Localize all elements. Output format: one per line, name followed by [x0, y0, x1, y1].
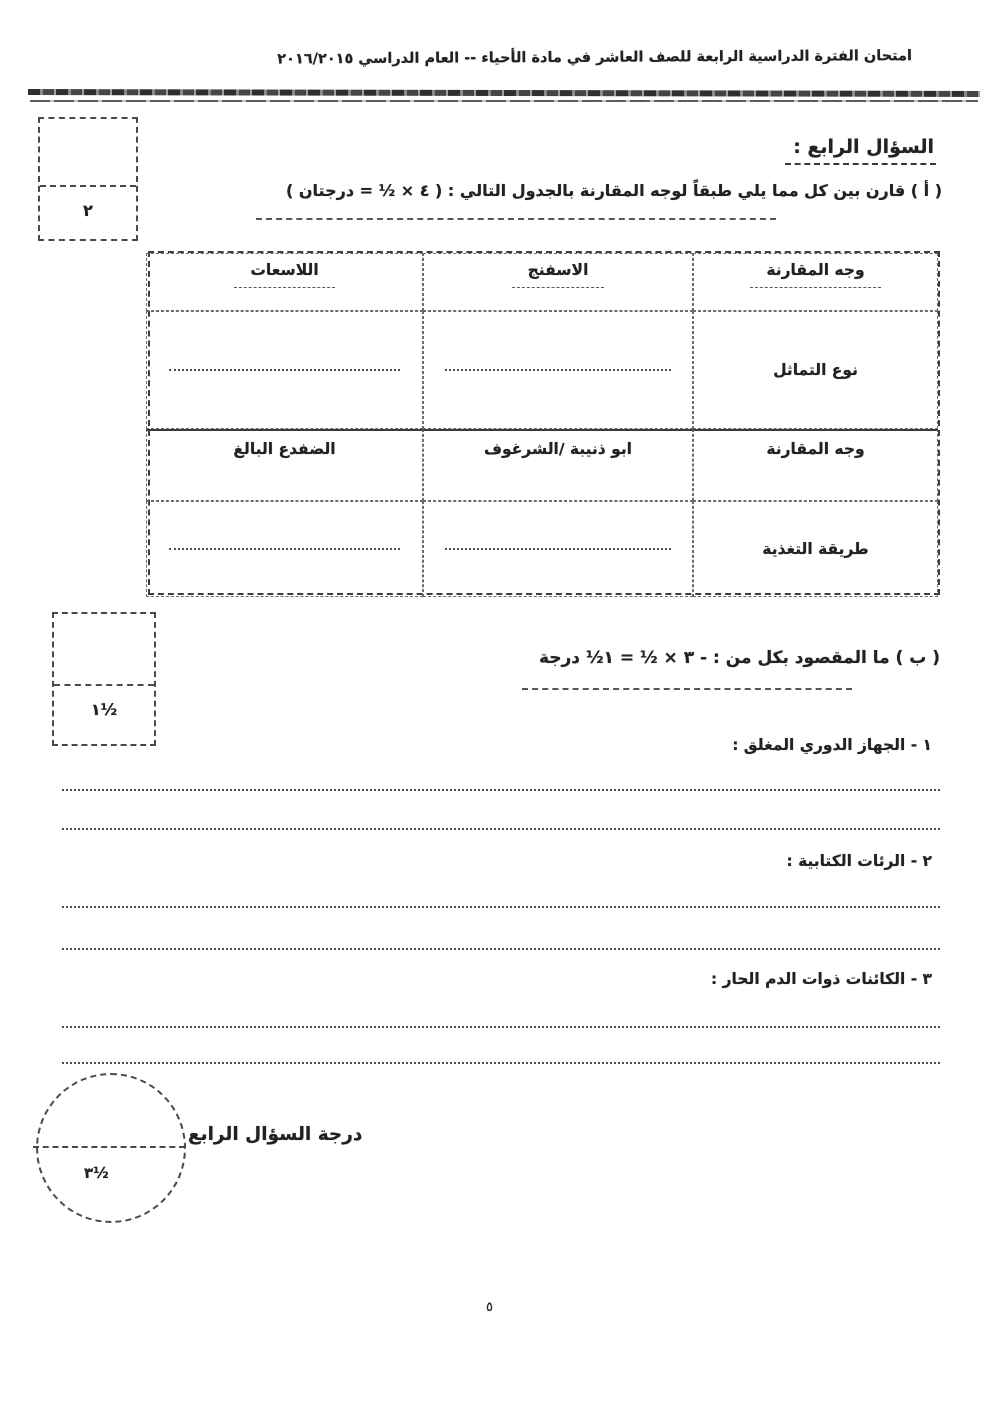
header-label: ابو ذنيبة /الشرغوف	[484, 440, 632, 458]
part-a-underline	[256, 218, 776, 220]
header-label: الضفدع البالغ	[233, 440, 336, 458]
part-a-score-box	[38, 117, 138, 241]
score-box-divider	[40, 185, 136, 187]
part-a-score-value: ٢	[83, 201, 93, 220]
answer-line	[445, 548, 670, 550]
answer-cell-tadpole-feeding	[423, 501, 693, 597]
question-title: السؤال الرابع :	[785, 136, 936, 165]
answer-line	[62, 906, 940, 908]
part-b-score-box	[52, 612, 156, 746]
item-closed-circulatory-system: ١ - الجهاز الدوري المغلق :	[732, 736, 932, 754]
answer-cell-sponges-symmetry	[423, 311, 693, 429]
answer-line	[169, 548, 400, 550]
header-rule-line	[30, 100, 978, 102]
answer-line	[62, 828, 940, 830]
total-score-value: ٣½	[84, 1164, 109, 1182]
part-b-prompt-line	[539, 648, 940, 668]
page-number: ٥	[486, 1300, 493, 1315]
answer-line	[169, 369, 400, 371]
header-label: اللاسعات	[234, 261, 334, 288]
header-label: وجه المقارنة	[750, 261, 880, 288]
table-header-aspect-2	[693, 429, 938, 501]
part-b-prompt: ( ب ) ما المقصود بكل من : -	[700, 648, 940, 668]
header-label: الاسفنج	[512, 261, 605, 288]
table-header-aspect-1	[693, 253, 938, 311]
row-label-symmetry-type: نوع التماثل	[693, 311, 938, 429]
part-b-marks: ٣ × ½ = ١½ درجة	[538, 648, 695, 668]
answer-line	[62, 1062, 940, 1064]
exam-header-title: امتحان الفترة الدراسية الرابعة للصف العاشر في مادة الأحياء -- العام الدراسي ٢٠١٦/٢٠١٥	[277, 48, 913, 68]
header-rule-band	[28, 89, 980, 97]
answer-line	[62, 789, 940, 791]
answer-line	[62, 948, 940, 950]
answer-cell-cnidarians-symmetry	[146, 311, 423, 429]
part-b-underline	[522, 688, 852, 690]
part-a-prompt: ( أ ) قارن بين كل مما يلي طبقاً لوجه المقارنة بالجدول التالي :	[447, 181, 942, 200]
item-book-lungs: ٢ - الرئات الكتابية :	[786, 852, 932, 870]
answer-cell-frog-feeding	[146, 501, 423, 597]
score-box-divider	[54, 684, 154, 686]
part-a-prompt-line	[222, 181, 942, 200]
total-circle-divider	[33, 1146, 185, 1148]
table-header-tadpole	[423, 429, 693, 501]
total-score-label: درجة السؤال الرابع	[188, 1124, 363, 1145]
row-label-feeding-method: طريقة التغذية	[693, 501, 938, 597]
table-header-sponges	[423, 253, 693, 311]
answer-line	[445, 369, 670, 371]
part-a-marks: ( ٤ × ½ = درجتان )	[286, 181, 443, 200]
part-b-score-value: ١½	[90, 700, 118, 719]
answer-line	[62, 1026, 940, 1028]
item-warm-blooded-organisms: ٣ - الكائنات ذوات الدم الحار :	[711, 970, 932, 988]
header-label: وجه المقارنة	[766, 440, 865, 458]
table-header-adult-frog	[146, 429, 423, 501]
table-header-cnidarians	[146, 253, 423, 311]
comparison-table	[148, 251, 940, 595]
total-score-circle	[36, 1073, 186, 1223]
